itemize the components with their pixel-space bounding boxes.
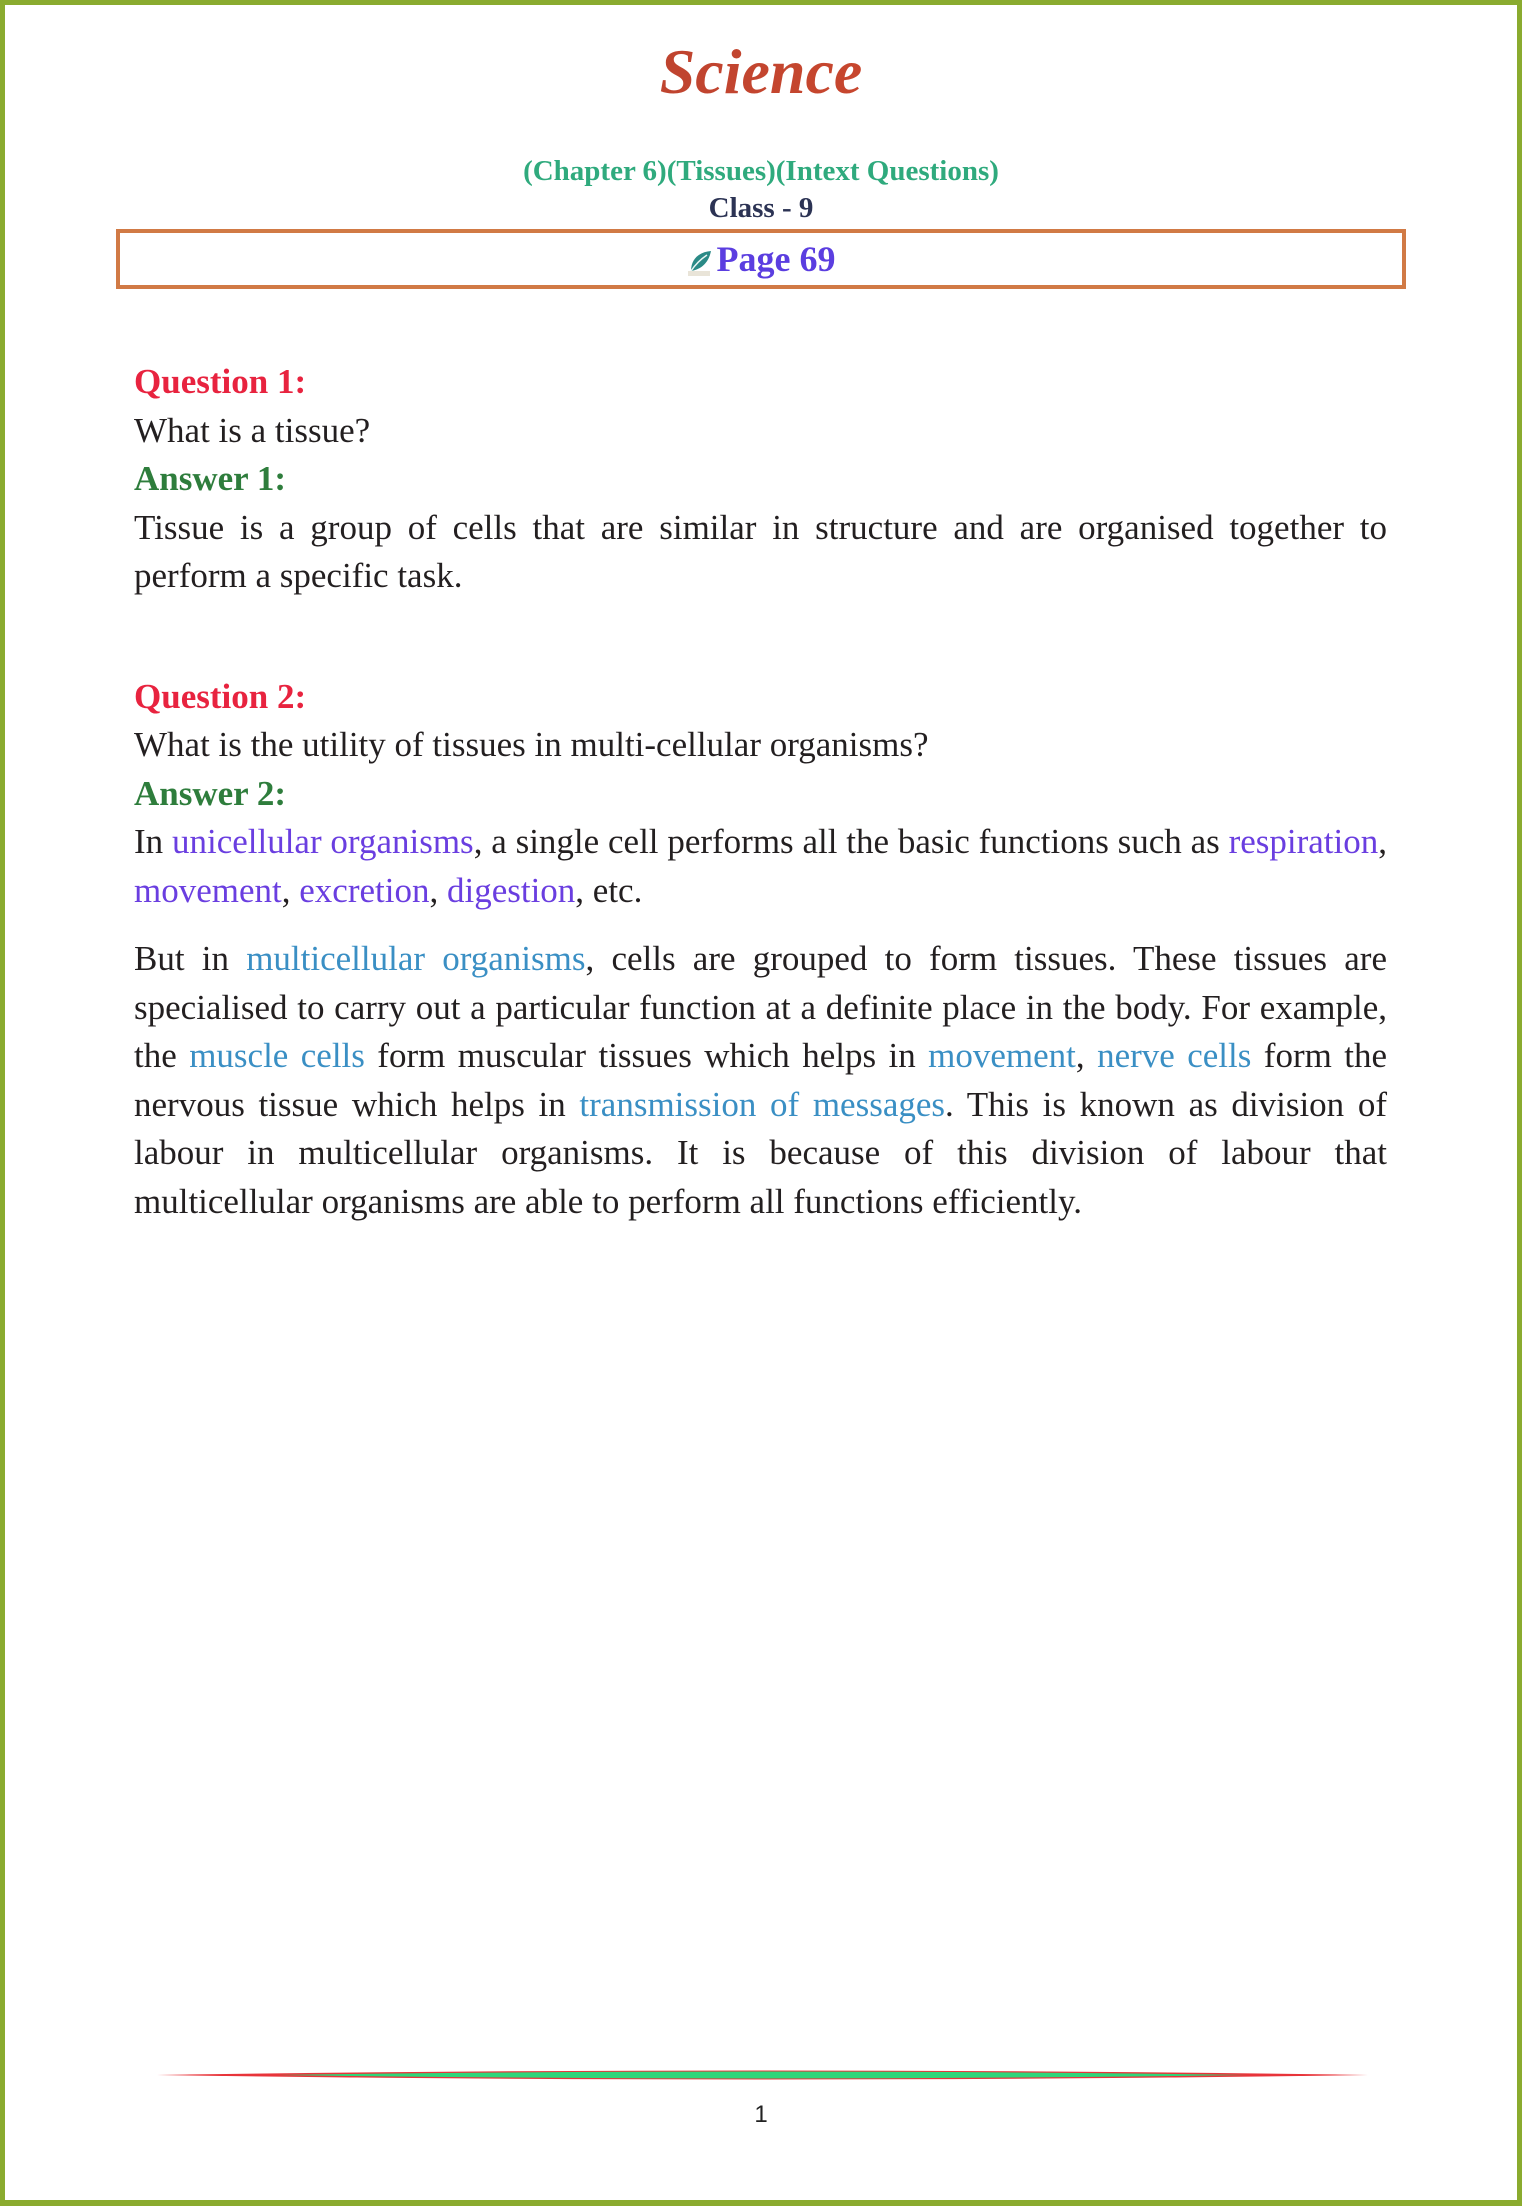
footer-divider — [157, 2068, 1368, 2082]
page-reference-box — [116, 229, 1406, 289]
question-1-label: Question 1: — [134, 362, 307, 401]
answer-2-label: Answer 2: — [134, 773, 286, 813]
answer-2-paragraph-2 — [134, 935, 1387, 1226]
highlight-term: digestion — [446, 870, 576, 910]
class-label: Class - 9 — [708, 192, 814, 224]
answer-1-text: Tissue is a group of cells that are similar in structure and are organised together to perform a specific task. — [134, 507, 1387, 595]
text-run: form muscular tissues which helps in — [364, 1036, 929, 1075]
text-run: . This is known as division of labour in multicellular organisms. It is because of this division of labour that multicellular organisms are able to perform all functions efficiently. — [134, 1084, 1387, 1221]
answer-1-label: Answer 1: — [134, 459, 286, 498]
text-run: , a single cell performs all the basic functions such as — [473, 822, 1229, 861]
question-2-text: What is the utility of tissues in multi-cellular organisms? — [134, 725, 929, 764]
question-2-label: Question 2: — [134, 676, 307, 716]
text-run: , — [1075, 1036, 1098, 1075]
text-run: , — [1378, 822, 1387, 861]
document-title: Science — [0, 30, 1522, 114]
highlight-term: nerve cells — [1097, 1036, 1252, 1075]
page-number: 1 — [754, 2101, 768, 2128]
text-run: , etc. — [575, 870, 643, 910]
document-body — [134, 358, 1387, 1226]
highlight-term: unicellular organisms — [171, 822, 474, 861]
chapter-subtitle: (Chapter 6)(Tissues)(Intext Questions) — [523, 155, 999, 187]
text-run: , — [281, 870, 300, 910]
leaf-logo-icon — [687, 249, 713, 277]
text-run: But in — [134, 939, 247, 978]
highlight-term: movement — [928, 1036, 1076, 1075]
question-1-text: What is a tissue? — [134, 410, 371, 450]
highlight-term: transmission of messages — [579, 1084, 946, 1124]
text-run: form the nervous tissue which helps in — [134, 1036, 1388, 1124]
highlight-term: excretion — [299, 870, 430, 910]
text-run: , cells are grouped to form tissues. These tissues are specialised to carry out a particular function at a definite place in the body. For example, the — [134, 939, 1387, 1075]
answer-2-paragraph-1 — [134, 818, 1387, 915]
text-run: In — [134, 822, 172, 861]
highlight-term: respiration — [1228, 822, 1379, 861]
highlight-term: multicellular organisms — [246, 939, 586, 978]
section-spacer — [134, 601, 1387, 673]
highlight-term: movement — [134, 870, 282, 910]
page-number-label: Page 69 — [716, 239, 836, 279]
paragraph-spacer — [134, 915, 1387, 935]
highlight-term: muscle cells — [189, 1036, 365, 1075]
text-run: , — [429, 870, 447, 910]
